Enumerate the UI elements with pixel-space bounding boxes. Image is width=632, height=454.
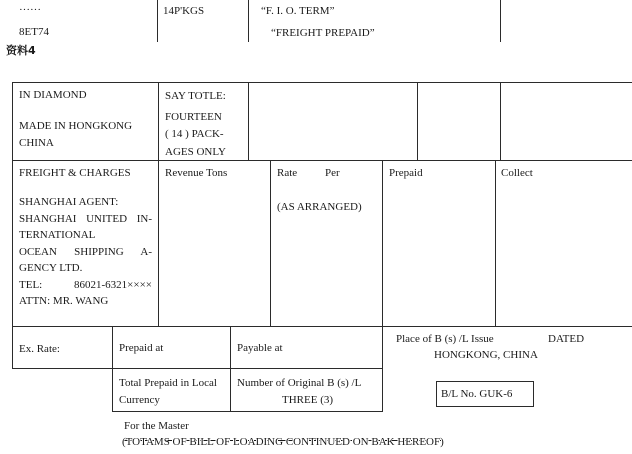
- freight-divider-prepaid: [382, 160, 383, 326]
- say-total-line-4: AGES ONLY: [165, 146, 226, 158]
- footer-note: (TOTAMS OF BILL OF LOADING CONTINUED ON BAK HEREOF): [122, 436, 444, 448]
- bl-number: B/L No. GUK-6: [441, 388, 513, 400]
- mark-line-2: MADE IN HONGKONG: [19, 120, 133, 132]
- bottom-left-border: [12, 326, 13, 368]
- marks-divider-2: [248, 82, 249, 160]
- payable-at-left-border: [230, 326, 231, 412]
- bl-number-box: [436, 381, 534, 407]
- dated-label: DATED: [548, 333, 585, 345]
- freight-left-border: [12, 160, 13, 326]
- top-divider-1: [157, 0, 158, 42]
- place-of-issue-value: HONGKONG, CHINA: [434, 349, 538, 361]
- marks-divider-4: [500, 82, 501, 160]
- place-of-issue-label: Place of B (s) /L Issue: [396, 333, 494, 345]
- ex-rate-bottom-line: [12, 368, 112, 369]
- marks-divider-3: [417, 82, 418, 160]
- top-divider-2: [248, 0, 249, 42]
- say-total-line-2: FOURTEEN: [165, 111, 222, 123]
- revenue-tons-label: Revenue Tons: [165, 167, 228, 179]
- bottom-row-line: [112, 411, 382, 412]
- total-prepaid-label-1: Total Prepaid in Local: [119, 377, 217, 389]
- top-dots: ······: [19, 4, 41, 16]
- freight-divider-collect: [495, 160, 496, 326]
- top-divider-3: [500, 0, 501, 42]
- mark-line-3: CHINA: [19, 137, 54, 149]
- say-total-line-1: SAY TOTLE:: [165, 90, 226, 102]
- for-the-master-label: For the Master: [124, 420, 189, 432]
- freight-divider-rate: [270, 160, 271, 326]
- marks-divider-1: [158, 82, 159, 326]
- payable-at-label: Payable at: [237, 342, 283, 354]
- agent-line: TEL: 86021-6321××××: [19, 278, 152, 291]
- bottom-row-top-line: [12, 326, 632, 327]
- agent-line: GENCY LTD.: [19, 262, 83, 274]
- agent-line: SHANGHAI UNITED IN-: [19, 212, 152, 225]
- fio-term: “F. I. O. TERM”: [261, 5, 335, 17]
- marks-row-top-line: [12, 82, 632, 83]
- prepaid-at-label: Prepaid at: [119, 342, 164, 354]
- freight-row-top-line: [12, 160, 632, 161]
- agent-line: TERNATIONAL: [19, 229, 96, 241]
- freight-prepaid-note: “FREIGHT PREPAID”: [271, 27, 375, 39]
- total-prepaid-label-2: Currency: [119, 394, 160, 406]
- shipping-agent-block: [19, 194, 152, 310]
- collect-label: Collect: [501, 167, 533, 179]
- rate-label: Rate: [277, 167, 298, 179]
- marks-left-border: [12, 82, 13, 160]
- num-original-label: Number of Original B (s) /L: [237, 377, 362, 389]
- container-code: 8ET74: [19, 26, 49, 38]
- agent-line: SHANGHAI AGENT:: [19, 196, 119, 208]
- payable-at-right-border: [382, 326, 383, 412]
- mark-line-1: IN DIAMOND: [19, 89, 87, 101]
- say-total-line-3: ( 14 ) PACK-: [165, 128, 224, 140]
- agent-line: ATTN: MR. WANG: [19, 295, 109, 307]
- ex-rate-label: Ex. Rate:: [19, 343, 60, 355]
- middle-row-line: [112, 368, 382, 369]
- section-label: 资料4: [6, 44, 36, 57]
- as-arranged-note: (AS ARRANGED): [277, 201, 362, 213]
- package-weight: 14P'KGS: [163, 5, 205, 17]
- num-original-value: THREE (3): [282, 394, 334, 406]
- freight-charges-label: FREIGHT & CHARGES: [19, 167, 131, 179]
- prepaid-at-left-border: [112, 326, 113, 412]
- agent-line: OCEAN SHIPPING A-: [19, 245, 152, 258]
- per-label: Per: [325, 167, 340, 179]
- prepaid-label: Prepaid: [389, 167, 423, 179]
